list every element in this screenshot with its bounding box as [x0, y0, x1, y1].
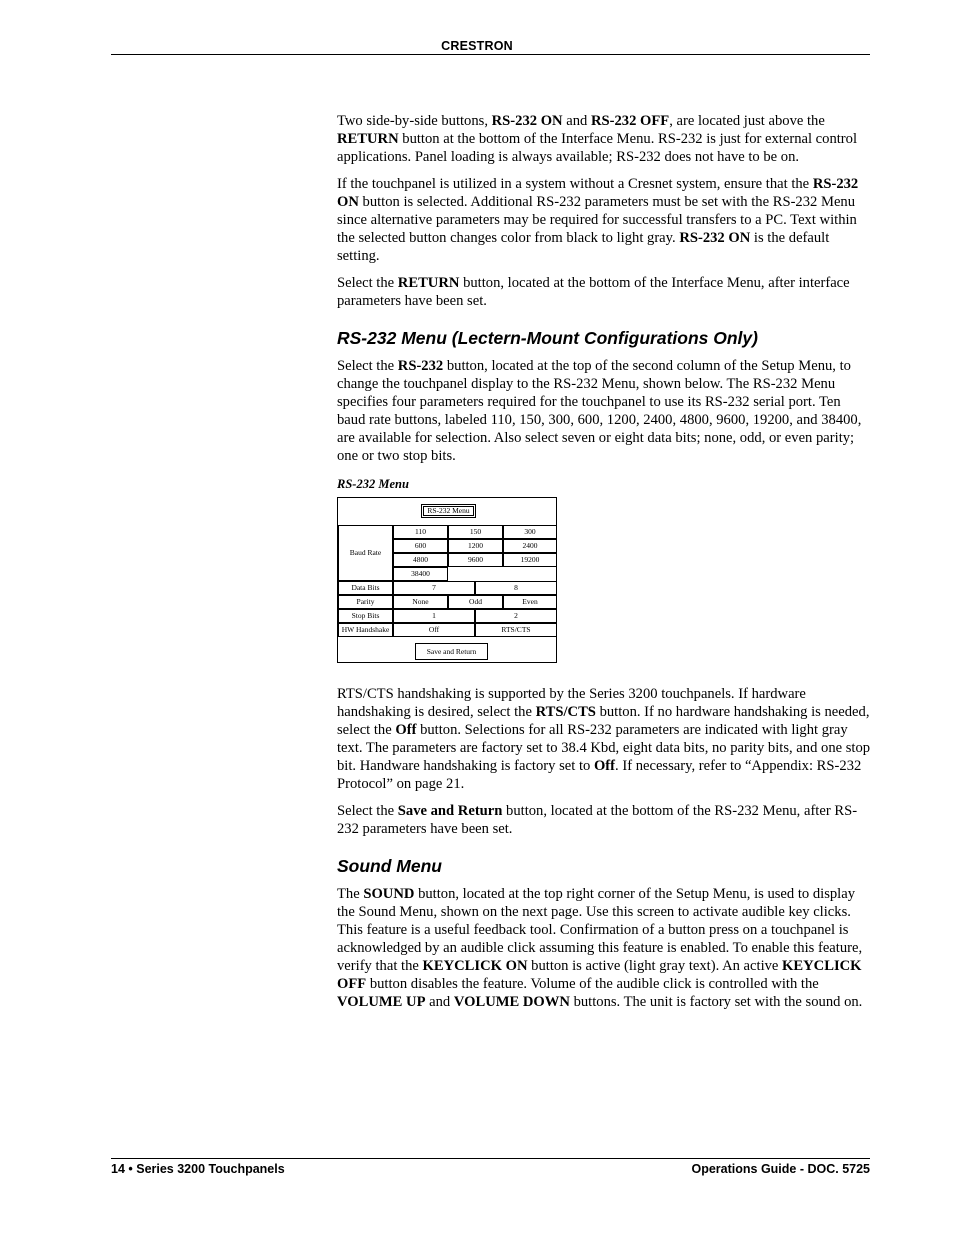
bold-term: SOUND [363, 886, 415, 902]
baud-300: 300 [503, 525, 557, 539]
paragraph-rs232-menu [337, 357, 872, 465]
baud-rate-label: Baud Rate [338, 525, 393, 581]
text: button at the bottom of the Interface Menu. RS-232 is just for external control applications. Panel loading is always available; RS-232 does not have to be on. [337, 131, 858, 165]
bold-term: Off [395, 722, 417, 738]
hw-handshake-rts-cts: RTS/CTS [475, 623, 557, 637]
text: Select the [337, 358, 398, 374]
data-bits-8: 8 [475, 581, 557, 595]
bold-term: VOLUME DOWN [453, 994, 570, 1010]
bold-term: VOLUME UP [337, 994, 426, 1010]
parity-label: Parity [338, 595, 393, 609]
text: and [425, 994, 454, 1010]
text: Select the [337, 803, 398, 819]
stop-bits-1: 1 [393, 609, 475, 623]
baud-2400: 2400 [503, 539, 557, 553]
heading-sound-menu: Sound Menu [337, 856, 442, 876]
text: button disables the feature. Volume of the audible click is controlled with the [366, 976, 819, 992]
text: button, located at the top right corner of the Setup Menu, is used to display the Sound Menu, shown on the next page. Use this screen to activate audible key clicks. This feature is a useful feedback tool. Confirmation of a button press on a touchpanel is acknowledged by an audible click assuming this feature is enabled. To enable this feature, verify that the [337, 886, 863, 974]
bold-term: RS-232 ON [679, 230, 751, 246]
text: button, located at the top of the second column of the Setup Menu, to change the touchpanel display to the RS-232 Menu, shown below. The RS-232 Menu specifies four parameters required for the touchpanel to use its RS-232 serial port. Ten baud rate buttons, labeled 110, 150, 300, 600, 1200, 2400, 4800, 9600, 19200, and 38400, are available for selection. Also select seven or eight data bits; none, odd, or even parity; one or two stop bits. [337, 358, 862, 464]
bold-term: RS-232 OFF [590, 113, 670, 129]
bold-term: RETURN [337, 131, 399, 147]
text: and [562, 113, 591, 129]
footer-left: 14 • Series 3200 Touchpanels [111, 1162, 285, 1176]
rs232-menu-title-button: RS-232 Menu [421, 504, 476, 518]
bold-term: RETURN [397, 275, 460, 291]
data-bits-7: 7 [393, 581, 475, 595]
hw-handshake-label: HW Handshake [338, 623, 393, 637]
footer-right: Operations Guide - DOC. 5725 [691, 1162, 870, 1176]
heading-rs232-menu: RS-232 Menu (Lectern-Mount Configurations Only) [337, 328, 758, 348]
paragraph-rts-cts [337, 685, 872, 793]
stop-bits-2: 2 [475, 609, 557, 623]
bold-term: RS-232 [397, 358, 444, 374]
text: RTS/CTS handshaking is supported by the Series 3200 touchpanels. If hardware handshaking is desired, select the [337, 686, 806, 720]
baud-4800: 4800 [393, 553, 448, 567]
paragraph-cresnet [337, 175, 872, 265]
baud-110: 110 [393, 525, 448, 539]
bold-term: Save and Return [397, 803, 503, 819]
parity-even: Even [503, 595, 557, 609]
bold-term: KEYCLICK OFF [337, 958, 862, 992]
save-and-return-button: Save and Return [415, 643, 488, 660]
text: button, located at the bottom of the RS-232 Menu, after RS-232 parameters have been set. [337, 803, 858, 837]
parity-none: None [393, 595, 448, 609]
text: If the touchpanel is utilized in a system without a Cresnet system, ensure that the [337, 176, 813, 192]
baud-9600: 9600 [448, 553, 503, 567]
paragraph-save-return [337, 802, 872, 838]
text: buttons. The unit is factory set with the sound on. [569, 994, 863, 1010]
text: is the default setting. [337, 230, 830, 264]
text: The [337, 886, 364, 902]
text: button, located at the bottom of the Interface Menu, after interface parameters have been set. [337, 275, 850, 309]
hw-handshake-off: Off [393, 623, 475, 637]
figure-wrapper [337, 497, 872, 663]
bold-term: RTS/CTS [535, 704, 596, 720]
figure-caption: RS-232 Menu [337, 477, 409, 491]
stop-bits-label: Stop Bits [338, 609, 393, 623]
text: button. Selections for all RS-232 parameters are indicated with light gray text. The parameters are factory set to 38.4 Kbd, eight data bits, no parity bits, and one stop bit. Handware handshaking is factory set to [337, 722, 871, 774]
footer-rule [111, 1158, 870, 1159]
header-title: CRESTRON [441, 39, 513, 53]
bold-term: Off [593, 758, 616, 774]
paragraph-rs232-buttons [337, 112, 872, 166]
text: . If necessary, refer to “Appendix: RS-232 Protocol” on page 21. [337, 758, 862, 792]
paragraph-sound [337, 885, 872, 1011]
baud-150: 150 [448, 525, 503, 539]
bold-term: RS-232 ON [337, 176, 859, 210]
main-content [337, 112, 872, 1020]
text: button. If no hardware handshaking is needed, select the [337, 704, 870, 738]
bold-term: KEYCLICK ON [422, 958, 528, 974]
baud-1200: 1200 [448, 539, 503, 553]
text: Select the [337, 275, 398, 291]
baud-38400: 38400 [393, 567, 448, 581]
baud-19200: 19200 [503, 553, 557, 567]
text: button is selected. Additional RS-232 parameters must be set with the RS-232 Menu since alternative parameters may be required for successful transfers to a PC. Text within the selected button changes color from black to light gray. [337, 194, 857, 246]
text: , are located just above the [669, 113, 825, 129]
baud-600: 600 [393, 539, 448, 553]
text: Two side-by-side buttons, [337, 113, 492, 129]
parity-odd: Odd [448, 595, 503, 609]
data-bits-label: Data Bits [338, 581, 393, 595]
rs232-menu-figure [337, 497, 557, 663]
paragraph-return [337, 274, 872, 310]
header-rule [111, 54, 870, 55]
text: button is active (light gray text). An active [527, 958, 783, 974]
bold-term: RS-232 ON [491, 113, 563, 129]
